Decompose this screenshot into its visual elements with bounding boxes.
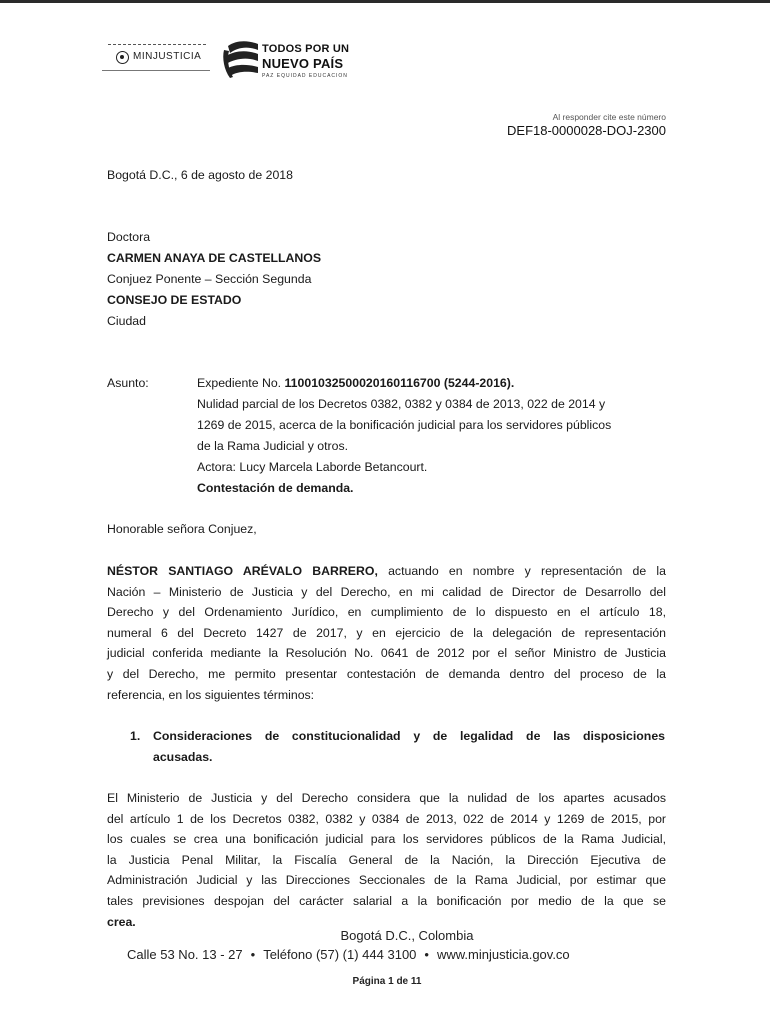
campaign-line1: TODOS POR UN — [262, 43, 350, 55]
expediente-prefix: Expediente No. — [197, 376, 285, 390]
body-line: tales previsiones despojan del carácter salarial a la bonificación por medio de la que se — [107, 893, 666, 908]
campaign-line2: NUEVO PAÍS — [262, 56, 344, 71]
subject-line5: Actora: Lucy Marcela Laborde Betancourt. — [197, 460, 428, 474]
intro-bold-name: NÉSTOR SANTIAGO ARÉVALO BARRERO, — [107, 564, 378, 578]
bullet-icon: • — [424, 947, 429, 962]
body-paragraph — [107, 788, 666, 932]
subject-line4: de la Rama Judicial y otros. — [197, 439, 349, 453]
intro-line: Nación – Ministerio de Justicia y del Derecho, en mi calidad de Director de Desarrollo del — [107, 584, 666, 599]
footer-city: Bogotá D.C., Colombia — [340, 928, 474, 943]
subject-line3: 1269 de 2015, acerca de la bonificación judicial para los servidores públicos — [197, 418, 612, 432]
intro-line: judicial conferida mediante la Resolución No. 0641 de 2012 por el señor Ministro de Justicia — [107, 646, 666, 661]
date-line: Bogotá D.C., 6 de agosto de 2018 — [107, 168, 293, 182]
reference-number: DEF18-0000028-DOJ-2300 — [507, 123, 666, 138]
footer-contact — [127, 947, 570, 962]
flag-swoosh-icon — [222, 36, 262, 82]
intro-line: numeral 6 del Decreto 1427 de 2017, y en ejercicio de la delegación de representación — [107, 625, 666, 640]
greeting: Honorable señora Conjuez, — [107, 522, 257, 536]
page-number: Página 1 de 11 — [352, 976, 422, 987]
section1-title-line2: acusadas. — [153, 749, 213, 764]
subject-line6: Contestación de demanda. — [197, 481, 354, 495]
subject-expediente — [197, 375, 514, 391]
recipient-role: Conjuez Ponente – Sección Segunda — [107, 272, 312, 286]
top-border — [0, 0, 770, 3]
footer-phone: Teléfono (57) (1) 444 3100 — [263, 947, 417, 962]
bullet-icon: • — [250, 947, 256, 962]
section1-number: 1. — [130, 729, 141, 743]
campaign-logo — [222, 36, 372, 82]
body-line: los cuales se crea una bonificación judicial para los servidores públicos de la Rama Judicial, — [107, 832, 666, 847]
intro-paragraph — [107, 561, 666, 705]
subject-line2: Nulidad parcial de los Decretos 0382, 0382 y 0384 de 2013, 022 de 2014 y — [197, 397, 606, 411]
recipient-city: Ciudad — [107, 314, 146, 328]
intro-line: y del Derecho, me permito presentar contestación de demanda dentro del proceso de la — [107, 666, 666, 681]
body-line: Administración Judicial y las Direcciones Seccionales de la Rama Judicial, por estimar que — [107, 873, 666, 888]
subject-label: Asunto: — [107, 376, 149, 390]
seal-icon — [116, 51, 129, 64]
recipient-institution: CONSEJO DE ESTADO — [107, 293, 242, 307]
reply-hint: Al responder cite este número — [552, 112, 666, 122]
intro-line: NÉSTOR SANTIAGO ARÉVALO BARRERO, actuando en nombre y representación de la — [107, 564, 666, 578]
recipient-name: CARMEN ANAYA DE CASTELLANOS — [107, 251, 322, 265]
footer-website: www.minjusticia.gov.co — [436, 947, 570, 962]
reply-reference — [507, 112, 666, 138]
body-line: del artículo 1 de los Decretos 0382, 0382 y 0384 de 2013, 022 de 2014 y 1269 de 2015, por — [107, 811, 666, 826]
ministry-logo-text: MINJUSTICIA — [133, 51, 202, 62]
section1-title — [153, 726, 665, 767]
expediente-number: 11001032500020160116700 (5244-2016). — [284, 376, 515, 390]
recipient-salutation: Doctora — [107, 230, 151, 244]
footer-address: Calle 53 No. 13 - 27 — [127, 947, 243, 962]
ministry-logo — [102, 44, 212, 74]
body-line: crea. — [107, 914, 136, 929]
body-line: la Justicia Penal Militar, la Fiscalía General de la Nación, la Dirección Ejecutiva de — [107, 852, 666, 867]
intro-line: Derecho y del Ordenamiento Jurídico, en cumplimiento de lo dispuesto en el artículo 18, — [107, 605, 666, 620]
campaign-line3: PAZ EQUIDAD EDUCACION — [262, 73, 348, 79]
body-line: El Ministerio de Justicia y del Derecho considera que la nulidad de los apartes acusados — [107, 791, 666, 805]
section1-title-line1: Consideraciones de constitucionalidad y de legalidad de las disposiciones — [153, 729, 665, 743]
intro-line: referencia, en los siguientes términos: — [107, 687, 315, 702]
